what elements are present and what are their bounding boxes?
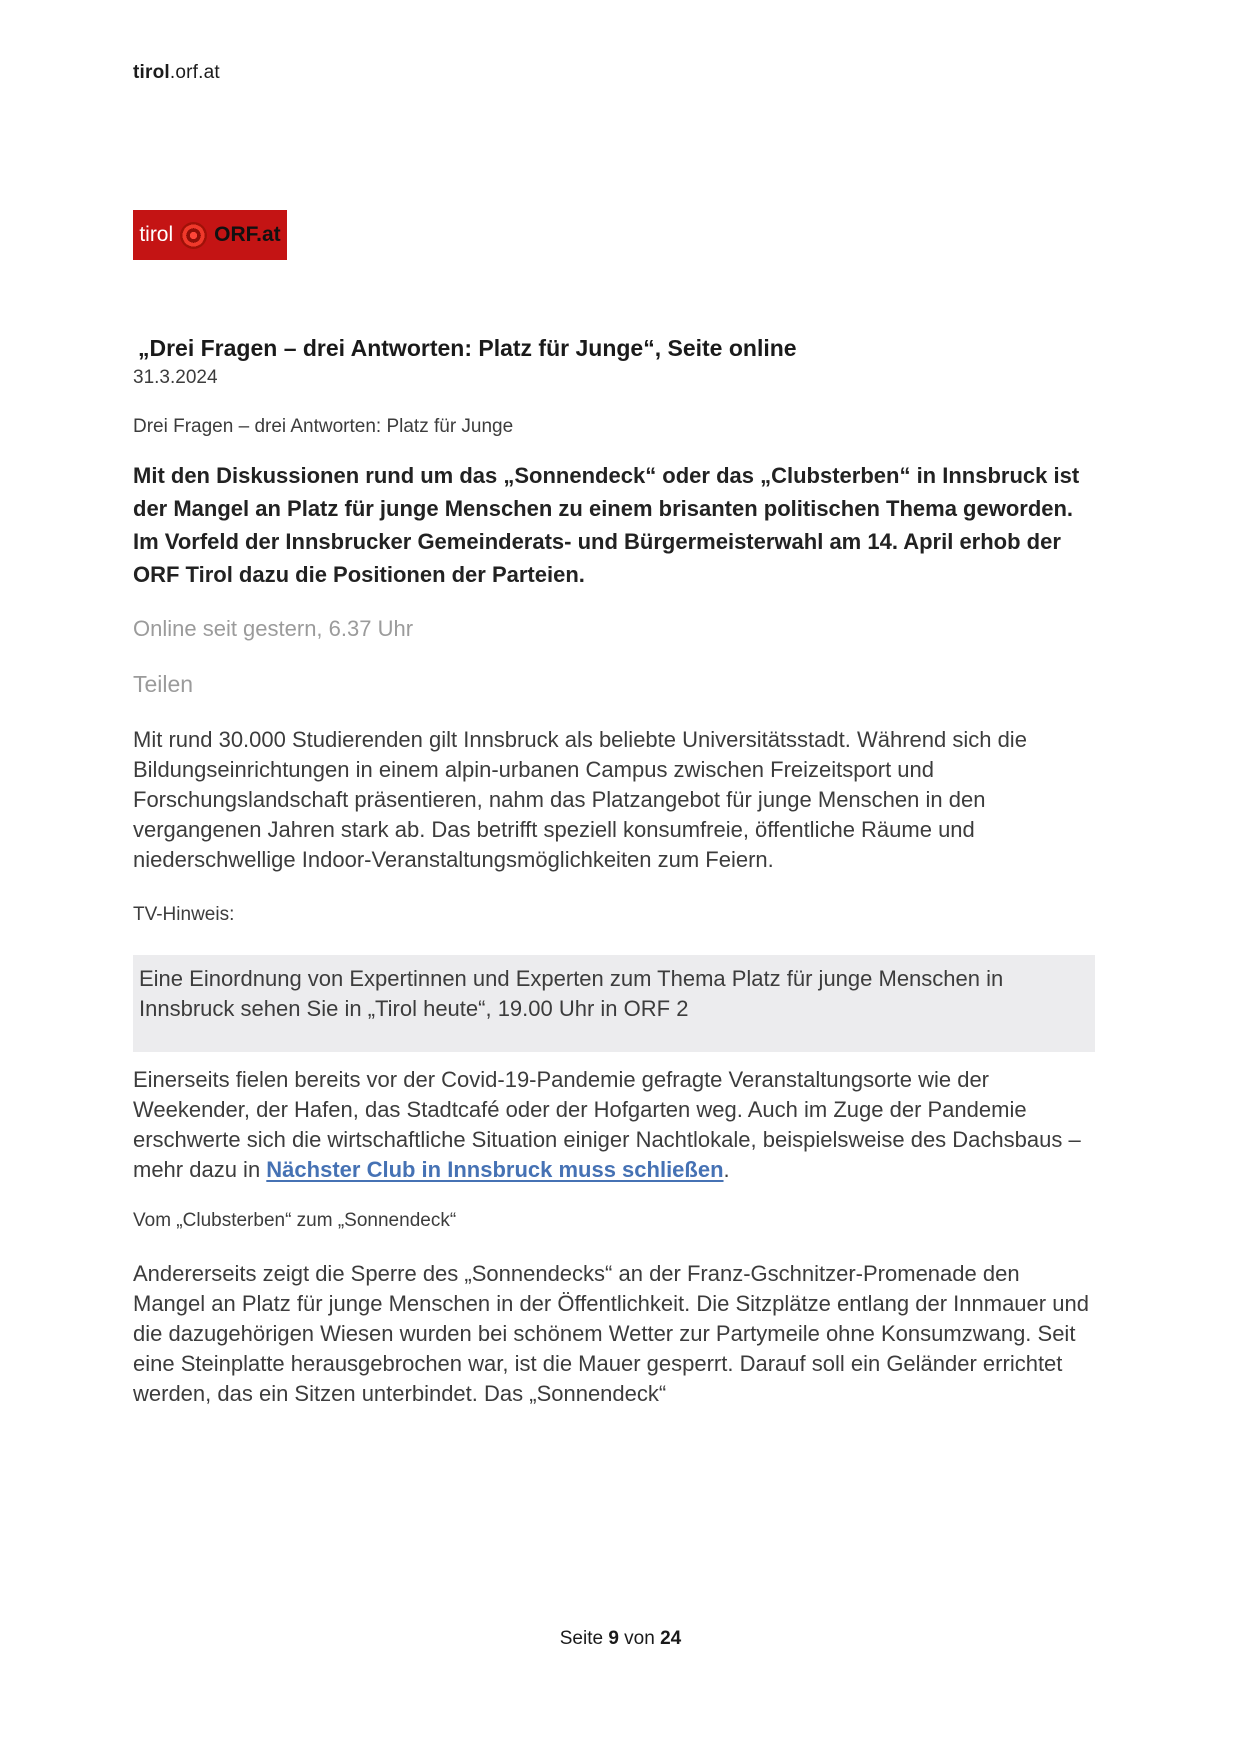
- article-lead: Mit den Diskussionen rund um das „Sonnendeck“ oder das „Clubsterben“ in Innsbruck ist der Mangel an Platz für junge Menschen zu einem brisanten politischen Thema geworden. Im Vorfeld der Innsbrucker Gemeinderats- und Bürgermeisterwahl am 14. April erhob der ORF Tirol dazu die Positionen der Parteien.: [133, 463, 1080, 587]
- article-paragraph-1: Mit rund 30.000 Studierenden gilt Innsbruck als beliebte Universitätsstadt. Während sich die Bildungseinrichtungen in einem alpin-urbanen Campus zwischen Freizeitsport und Forschungslandschaft präsentieren, nahm das Platzangebot für junge Menschen in den vergangenen Jahren stark ab. Das betrifft speziell konsumfreie, öffentliche Räume und niederschwellige Indoor-Veranstaltungsmöglichkeiten zum Feiern.: [133, 727, 1027, 872]
- paragraph-2-text: Einerseits fielen bereits vor der Covid-19-Pandemie gefragte Veranstaltungsorte wie der Weekender, der Hafen, das Stadtcafé oder der Hofgarten weg. Auch im Zuge der Pandemie erschwerte sich die wirtschaftliche Situation einiger Nachtlokale, beispielsweise des Dachsbaus – mehr dazu in: [133, 1067, 1081, 1182]
- page-counter-total: 24: [660, 1628, 682, 1649]
- site-header-url: [133, 62, 1095, 84]
- site-header-brand: tirol: [133, 62, 170, 83]
- page-counter-current: 9: [608, 1628, 619, 1649]
- logo-tirol-label: tirol: [139, 223, 174, 246]
- tirol-orf-logo: [133, 210, 287, 260]
- article-date: 31.3.2024: [133, 367, 218, 388]
- share-button[interactable]: Teilen: [133, 671, 194, 697]
- tv-hint-label: TV-Hinweis:: [133, 904, 235, 925]
- related-article-link[interactable]: Nächster Club in Innsbruck muss schließen: [266, 1157, 724, 1182]
- page-counter-prefix: Seite: [559, 1628, 609, 1649]
- article-kicker: Drei Fragen – drei Antworten: Platz für Junge: [133, 416, 514, 437]
- article-paragraph-2: [133, 1065, 1095, 1185]
- paragraph-2-period: .: [723, 1157, 730, 1182]
- online-since-timestamp: Online seit gestern, 6.37 Uhr: [133, 616, 414, 641]
- page-counter: [0, 1628, 1241, 1650]
- article-paragraph-3: Andererseits zeigt die Sperre des „Sonnendecks“ an der Franz-Gschnitzer-Promenade den Mangel an Platz für junge Menschen in der Öffentlichkeit. Die Sitzplätze entlang der Innmauer und die dazugehörigen Wiesen wurden bei schönem Wetter zur Partymeile ohne Konsumzwang. Seit eine Steinplatte herausgebrochen war, ist die Mauer gesperrt. Darauf soll ein Geländer errichtet werden, das ein Sitzen unterbindet. Das „Sonnendeck“: [133, 1261, 1089, 1406]
- article-title: „Drei Fragen – drei Antworten: Platz für Junge“, Seite online: [138, 335, 797, 361]
- tv-hint-box: Eine Einordnung von Expertinnen und Experten zum Thema Platz für junge Menschen in Innsbruck sehen Sie in „Tirol heute“, 19.00 Uhr in ORF 2: [133, 955, 1095, 1052]
- page-counter-middle: von: [618, 1628, 661, 1649]
- logo-orfat-label: ORF.at: [214, 223, 281, 246]
- site-header-domain: .orf.at: [169, 62, 220, 83]
- article-subheading: Vom „Clubsterben“ zum „Sonnendeck“: [133, 1210, 457, 1231]
- orf-eye-icon: [180, 222, 207, 249]
